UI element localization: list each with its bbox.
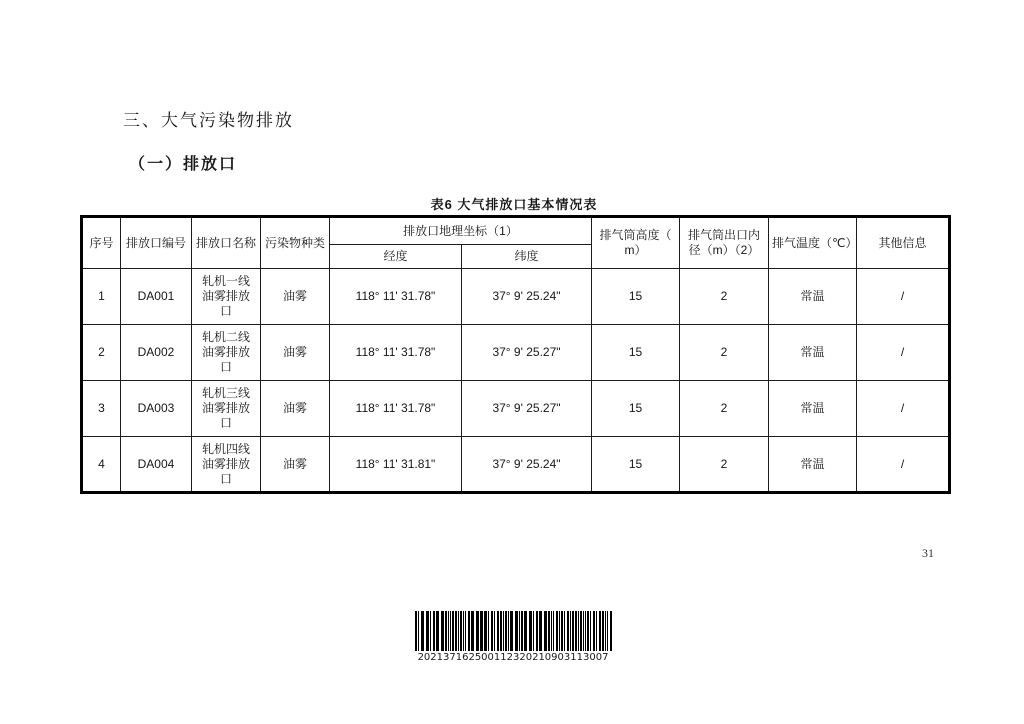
cell-name: 轧机二线油雾排放口 bbox=[192, 325, 261, 381]
cell-longitude: 118° 11' 31.78" bbox=[330, 269, 462, 325]
cell-latitude: 37° 9' 25.24" bbox=[462, 437, 592, 493]
barcode-bars-icon bbox=[415, 611, 612, 651]
section-heading: 三、大气污染物排放 bbox=[123, 111, 294, 130]
cell-latitude: 37° 9' 25.24" bbox=[462, 269, 592, 325]
cell-pollutant: 油雾 bbox=[261, 325, 330, 381]
header-longitude: 经度 bbox=[330, 245, 462, 269]
cell-code: DA004 bbox=[121, 437, 192, 493]
subsection-heading: （一）排放口 bbox=[129, 156, 238, 173]
cell-other: / bbox=[857, 437, 950, 493]
cell-pollutant: 油雾 bbox=[261, 381, 330, 437]
header-no: 序号 bbox=[82, 217, 121, 269]
barcode-number: 202137162500112320210903113007 bbox=[417, 652, 609, 663]
cell-other: / bbox=[857, 381, 950, 437]
cell-name: 轧机一线油雾排放口 bbox=[192, 269, 261, 325]
cell-diameter: 2 bbox=[680, 381, 769, 437]
cell-height: 15 bbox=[592, 325, 680, 381]
header-row-1 bbox=[82, 217, 950, 245]
cell-code: DA001 bbox=[121, 269, 192, 325]
cell-diameter: 2 bbox=[680, 269, 769, 325]
barcode bbox=[411, 598, 615, 663]
cell-code: DA003 bbox=[121, 381, 192, 437]
header-latitude: 纬度 bbox=[462, 245, 592, 269]
cell-no: 3 bbox=[82, 381, 121, 437]
cell-no: 4 bbox=[82, 437, 121, 493]
emission-outlet-table-wrap bbox=[80, 215, 951, 494]
header-code: 排放口编号 bbox=[121, 217, 192, 269]
cell-latitude: 37° 9' 25.27" bbox=[462, 381, 592, 437]
header-outlet-diameter: 排气筒出口内径（m）（2） bbox=[680, 217, 769, 269]
cell-temperature: 常温 bbox=[769, 437, 857, 493]
table-row bbox=[82, 437, 950, 493]
cell-no: 1 bbox=[82, 269, 121, 325]
header-exhaust-temp: 排气温度（℃） bbox=[769, 217, 857, 269]
cell-temperature: 常温 bbox=[769, 269, 857, 325]
cell-name: 轧机四线油雾排放口 bbox=[192, 437, 261, 493]
cell-pollutant: 油雾 bbox=[261, 269, 330, 325]
cell-no: 2 bbox=[82, 325, 121, 381]
table-row bbox=[82, 381, 950, 437]
table-title: 表6 大气排放口基本情况表 bbox=[430, 197, 598, 212]
cell-name: 轧机三线油雾排放口 bbox=[192, 381, 261, 437]
cell-longitude: 118° 11' 31.81" bbox=[330, 437, 462, 493]
table-row bbox=[82, 325, 950, 381]
header-name: 排放口名称 bbox=[192, 217, 261, 269]
cell-latitude: 37° 9' 25.27" bbox=[462, 325, 592, 381]
cell-temperature: 常温 bbox=[769, 381, 857, 437]
header-pollutant: 污染物种类 bbox=[261, 217, 330, 269]
page-number: 31 bbox=[922, 546, 934, 560]
cell-other: / bbox=[857, 325, 950, 381]
cell-pollutant: 油雾 bbox=[261, 437, 330, 493]
header-coords-group: 排放口地理坐标（1） bbox=[330, 217, 592, 245]
cell-diameter: 2 bbox=[680, 325, 769, 381]
cell-longitude: 118° 11' 31.78" bbox=[330, 325, 462, 381]
cell-temperature: 常温 bbox=[769, 325, 857, 381]
cell-other: / bbox=[857, 269, 950, 325]
table-row bbox=[82, 269, 950, 325]
cell-height: 15 bbox=[592, 381, 680, 437]
emission-outlet-table bbox=[80, 215, 951, 494]
cell-longitude: 118° 11' 31.78" bbox=[330, 381, 462, 437]
cell-height: 15 bbox=[592, 437, 680, 493]
cell-diameter: 2 bbox=[680, 437, 769, 493]
header-other: 其他信息 bbox=[857, 217, 950, 269]
cell-height: 15 bbox=[592, 269, 680, 325]
cell-code: DA002 bbox=[121, 325, 192, 381]
header-stack-height: 排气筒高度（m） bbox=[592, 217, 680, 269]
